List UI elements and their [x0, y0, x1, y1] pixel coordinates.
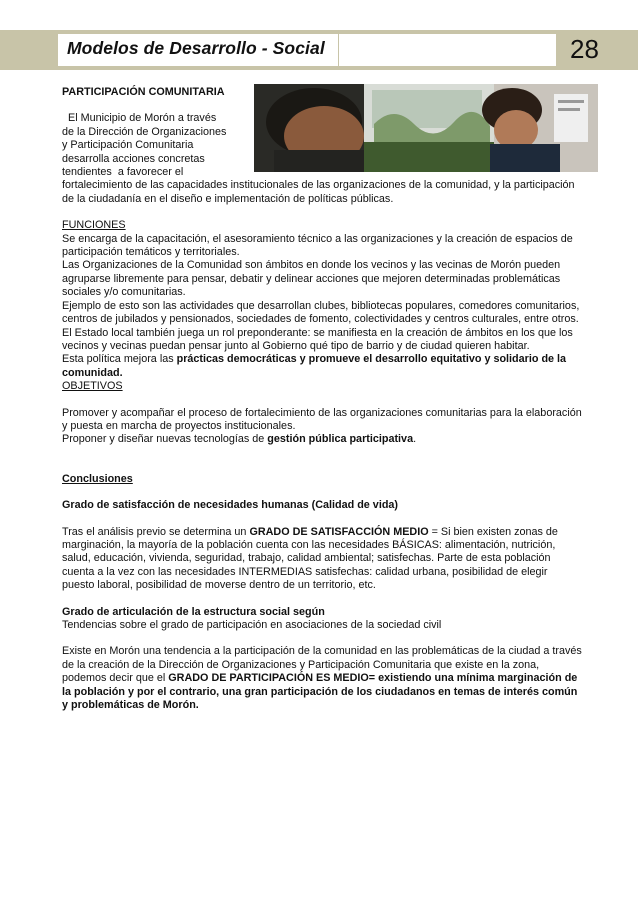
funciones-paragraph: Se encarga de la capacitación, el asesoramiento técnico a las organizaciones y la creación de espacios de participación temáticos y territoriales.	[62, 232, 573, 259]
conclusiones-p2-text: Existe en Morón una tendencia a la participación de la comunidad en las problemáticas de la ciudad a través de la creación de la Dirección de Organizaciones y Participación Comunitaria que existe en la zona, podemos decir que el	[62, 645, 582, 685]
section-heading-funciones: FUNCIONES	[62, 219, 126, 232]
page-number: 28	[570, 34, 599, 64]
intro-continuation: fortalecimiento de las capacidades institucionales de las organizaciones de la comunidad, y la participación de la ciudadanía en el diseño e implementación de políticas públicas.	[62, 179, 575, 205]
section-heading-conclusiones: Conclusiones	[62, 472, 133, 485]
intro-wrapped-text	[62, 112, 250, 179]
section-heading-participacion: PARTICIPACIÓN COMUNITARIA	[62, 86, 225, 98]
conclusiones-paragraph	[62, 526, 582, 593]
conclusiones-paragraph	[62, 645, 582, 712]
funciones-p5-text: Esta política mejora las	[62, 353, 177, 366]
page-header-title: Modelos de Desarrollo - Social	[67, 38, 325, 58]
subheading-satisfaccion: Grado de satisfacción de necesidades humanas (Calidad de vida)	[62, 499, 399, 512]
funciones-paragraph: Las Organizaciones de la Comunidad son ámbitos en donde los vecinos y las vecinas de Morón pueden agruparse libremente para pensar, debatir y delinear acciones que mejoren determinadas problemáticas sociales y/o comunitarias.	[62, 259, 561, 299]
page-content	[62, 86, 582, 712]
intro-line: de la Dirección de Organizaciones	[62, 125, 227, 138]
conclusiones-p1-rest: = Si bien existen zonas de marginación, la mayoría de la población cuenta con las necesidades BÁSICAS: alimentación, nutrición, salud, educación, vivienda, seguridad, trabajo, calidad ambiental; satisfechas. Parte de esta población cuenta a la vez con las necesidades INTERMEDIAS satisfechas: calidad urbana, posibilidad de elegir puesto laboral, posibilidad de moverse dentro de un territorio, etc.	[62, 525, 558, 592]
subheading-articulacion: Grado de articulación de la estructura social según	[62, 605, 325, 618]
conclusiones-p1-bold: GRADO DE SATISFACCIÓN MEDIO	[249, 525, 429, 538]
objetivos-p2-text: Proponer y diseñar nuevas tecnologías de	[62, 433, 268, 446]
intro-line: El Municipio de Morón a través	[62, 112, 217, 125]
objetivos-p2-end: .	[413, 433, 417, 446]
intro-line: y Participación Comunitaria	[62, 139, 194, 152]
funciones-paragraph: El Estado local también juega un rol preponderante: se manifiesta en la creación de ámbitos en los que los vecinos y vecinas puedan pensar junto al Gobierno qué tipo de barrio y de ciudad quieren habitar.	[62, 326, 573, 352]
objetivos-paragraph: Promover y acompañar el proceso de fortalecimiento de las organizaciones comunitarias para la elaboración y puesta en marcha de proyectos institucionales.	[62, 406, 582, 432]
intro-line: desarrolla acciones concretas	[62, 152, 205, 165]
conclusiones-p2-bold: GRADO DE PARTICIPACIÓN ES MEDIO= existiendo una mínima marginación de la población y por el contrario, una gran participación de los ciudadanos en temas de interés común y problemáticas de Morón.	[62, 672, 578, 712]
objetivos-p2-bold: gestión pública participativa	[267, 433, 414, 446]
intro-line: tendientes a favorecer el	[62, 166, 184, 179]
funciones-paragraph	[62, 353, 582, 380]
subheading-tendencias: Tendencias sobre el grado de participación en asociaciones de la sociedad civil	[62, 619, 442, 631]
funciones-p5-bold: prácticas democráticas y promueve el desarrollo equitativo y solidario de la comunidad.	[62, 353, 567, 379]
header-divider	[338, 34, 339, 66]
conclusiones-p1-text: Tras el análisis previo se determina un	[62, 525, 250, 538]
objetivos-paragraph	[62, 433, 582, 446]
funciones-paragraph: Ejemplo de esto son las actividades que desarrollan clubes, bibliotecas populares, comedores comunitarios, centros de jubilados y pensionados, sociedades de fomento, colectividades y centros culturales, entre otros.	[62, 299, 580, 326]
section-heading-objetivos: OBJETIVOS	[62, 380, 123, 393]
